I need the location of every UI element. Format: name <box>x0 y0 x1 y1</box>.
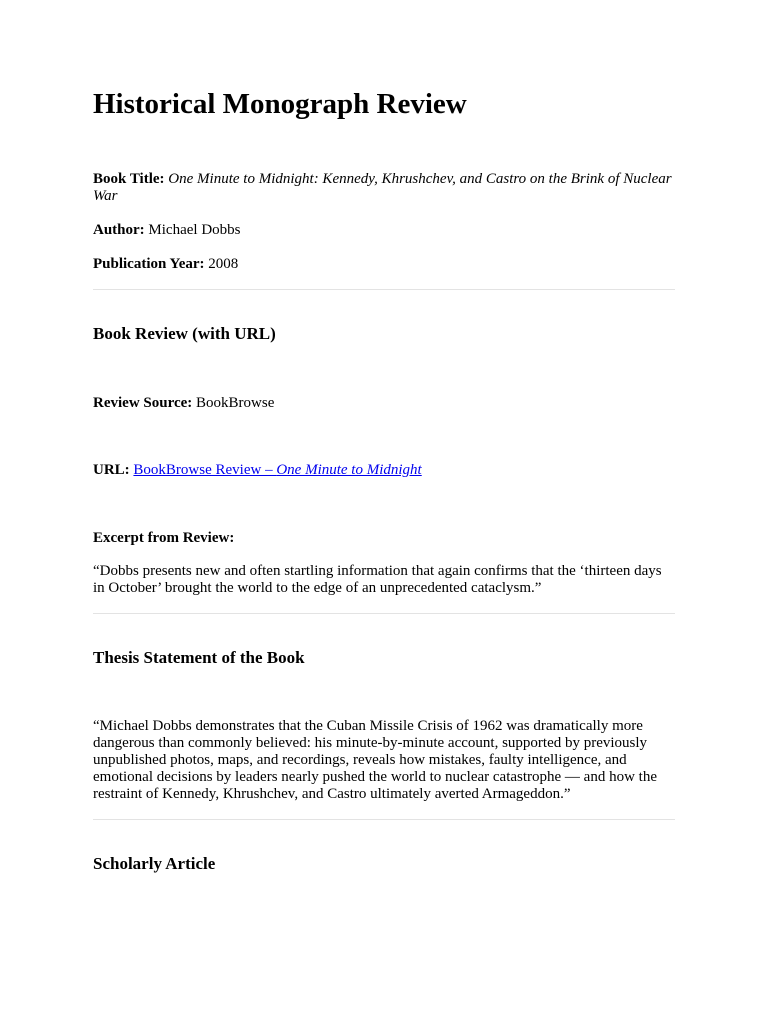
author-label: Author: <box>93 222 145 238</box>
publication-year-line <box>93 256 675 273</box>
publication-year-value: 2008 <box>208 256 239 272</box>
book-title-value: One Minute to Midnight: Kennedy, Khrushchev, and Castro on the Brink of Nuclear War <box>93 171 672 204</box>
review-url-label: URL: <box>93 462 130 478</box>
publication-year-label: Publication Year: <box>93 256 205 272</box>
review-excerpt: “Dobbs presents new and often startling information that again confirms that the ‘thirteen days in October’ brought the world to the edge of an unprecedented cataclysm.” <box>93 563 662 596</box>
section-divider <box>93 819 675 820</box>
section-divider <box>93 289 675 290</box>
author-line <box>93 222 675 239</box>
review-source-line <box>93 395 675 412</box>
review-link[interactable] <box>133 462 421 478</box>
thesis-heading: Thesis Statement of the Book <box>93 648 305 667</box>
book-title-line <box>93 171 675 205</box>
section-divider <box>93 613 675 614</box>
review-source-label: Review Source: <box>93 395 193 411</box>
author-value: Michael Dobbs <box>148 222 241 238</box>
page-title: Historical Monograph Review <box>93 88 467 120</box>
excerpt-label: Excerpt from Review: <box>93 530 235 546</box>
book-review-heading: Book Review (with URL) <box>93 324 276 343</box>
book-title-label: Book Title: <box>93 171 165 187</box>
review-link-title: One Minute to Midnight <box>276 462 422 478</box>
scholarly-article-heading: Scholarly Article <box>93 854 216 873</box>
excerpt-label-line <box>93 530 675 547</box>
review-source-value: BookBrowse <box>196 395 275 411</box>
review-link-text: BookBrowse Review – <box>133 462 277 478</box>
review-url-line <box>93 462 675 479</box>
thesis-text: “Michael Dobbs demonstrates that the Cuban Missile Crisis of 1962 was dramatically more dangerous than commonly believed: his minute-by-minute account, supported by previously unpublished photos, maps, and recordings, reveals how mistakes, faulty intelligence, and emotional decisions by leaders nearly pushed the world to nuclear catastrophe — and how the restraint of Kennedy, Khrushchev, and Castro ultimately averted Armageddon.” <box>93 718 657 802</box>
